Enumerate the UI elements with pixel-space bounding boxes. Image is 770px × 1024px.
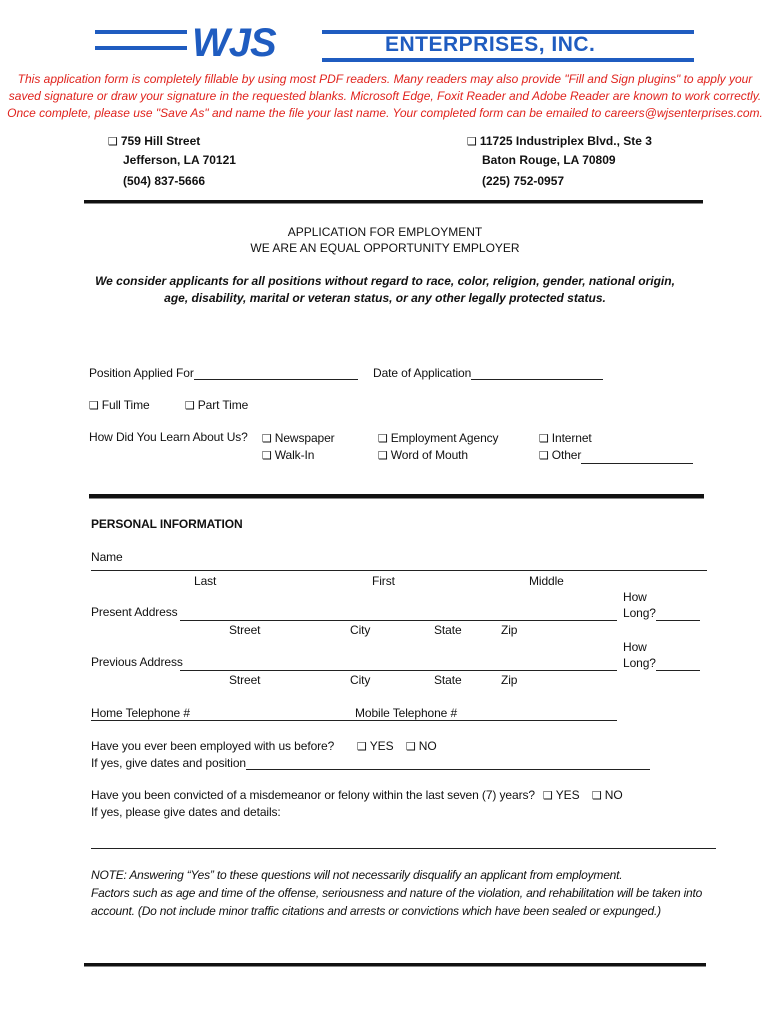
section-heading: PERSONAL INFORMATION	[91, 517, 243, 531]
office-baton-rouge: ❑ 11725 Industriplex Blvd., Ste 3 Baton Rouge, LA 70809 (225) 752-0957	[467, 134, 652, 188]
convicted-no-option[interactable]: ❑ NO	[592, 788, 623, 802]
internet-option[interactable]: ❑ Internet	[539, 431, 592, 445]
word-of-mouth-option[interactable]: ❑ Word of Mouth	[378, 448, 468, 462]
other-option[interactable]: ❑ Other	[539, 447, 693, 464]
learn-about-label: How Did You Learn About Us?	[89, 430, 248, 444]
last-name-caption: Last	[194, 574, 217, 588]
employment-dates-field[interactable]: If yes, give dates and position	[91, 756, 650, 770]
walk-in-option[interactable]: ❑ Walk-In	[262, 448, 315, 462]
checkbox-icon[interactable]: ❑	[543, 789, 553, 802]
name-label: Name	[91, 550, 123, 564]
first-name-caption: First	[372, 574, 395, 588]
logo-text: WJS	[192, 21, 276, 65]
divider	[89, 494, 704, 499]
conviction-details-input[interactable]	[91, 848, 716, 849]
state-caption: State	[434, 623, 462, 637]
checkbox-icon[interactable]: ❑	[262, 449, 272, 462]
previous-how-long-field[interactable]: How Long?	[623, 639, 700, 671]
checkbox-icon[interactable]: ❑	[89, 399, 99, 412]
mobile-telephone-label: Mobile Telephone #	[355, 706, 458, 720]
street-caption: Street	[229, 673, 261, 687]
city-caption: City	[350, 673, 371, 687]
previous-address-label: Previous Address	[91, 655, 183, 669]
convicted-question: Have you been convicted of a misdemeanor or felony within the last seven (7) years?	[91, 788, 535, 802]
office-jefferson: ❑ 759 Hill Street Jefferson, LA 70121 (504) 837-5666	[108, 134, 236, 188]
employed-no-option[interactable]: ❑ NO	[406, 739, 437, 753]
employed-yes-option[interactable]: ❑ YES	[357, 739, 394, 753]
form-title: APPLICATION FOR EMPLOYMENT WE ARE AN EQUAL OPPORTUNITY EMPLOYER	[250, 225, 520, 255]
part-time-option[interactable]: ❑ Part Time	[185, 398, 249, 412]
checkbox-icon[interactable]: ❑	[185, 399, 195, 412]
checkbox-icon[interactable]: ❑	[539, 449, 549, 462]
checkbox-icon[interactable]: ❑	[406, 740, 416, 753]
telephone-input[interactable]	[91, 720, 617, 721]
street-caption: Street	[229, 623, 261, 637]
present-address-label: Present Address	[91, 605, 178, 619]
present-address-input[interactable]	[180, 620, 617, 621]
name-input[interactable]	[91, 570, 707, 571]
newspaper-option[interactable]: ❑ Newspaper	[262, 431, 335, 445]
checkbox-icon[interactable]: ❑	[378, 432, 388, 445]
checkbox-office-baton-rouge[interactable]: ❑	[467, 135, 477, 148]
middle-name-caption: Middle	[529, 574, 564, 588]
disclaimer-note: NOTE: Answering “Yes” to these questions will not necessarily disqualify an applicant from employment. Factors such as age and time of the offense, seriousness and nature of the violation, and rehabilitation will be taken into account. (Do not include minor traffic citations and arrests or convictions which have been sealed or expunged.)	[91, 868, 703, 918]
convicted-yes-option[interactable]: ❑ YES	[543, 788, 580, 802]
home-telephone-label: Home Telephone #	[91, 706, 190, 720]
divider	[84, 200, 703, 204]
present-how-long-field[interactable]: How Long?	[623, 589, 700, 621]
checkbox-icon[interactable]: ❑	[262, 432, 272, 445]
eeo-statement: We consider applicants for all positions without regard to race, color, religion, gender, national origin, age, disability, marital or veteran status, or any other legally protected status.	[95, 274, 675, 305]
full-time-option[interactable]: ❑ Full Time	[89, 398, 150, 412]
checkbox-icon[interactable]: ❑	[357, 740, 367, 753]
employment-agency-option[interactable]: ❑ Employment Agency	[378, 431, 499, 445]
zip-caption: Zip	[501, 623, 518, 637]
checkbox-icon[interactable]: ❑	[539, 432, 549, 445]
state-caption: State	[434, 673, 462, 687]
zip-caption: Zip	[501, 673, 518, 687]
checkbox-office-jefferson[interactable]: ❑	[108, 135, 118, 148]
employed-before-question: Have you ever been employed with us before?	[91, 739, 335, 753]
position-applied-field[interactable]: Position Applied For	[89, 366, 358, 380]
divider	[84, 963, 706, 967]
city-caption: City	[350, 623, 371, 637]
fillable-notice: This application form is completely fillable by using most PDF readers. Many readers may also provide "Fill and Sign plugins" to apply your saved signature or draw your signature in the requested blanks. Microsoft Edge, Foxit Reader and Adobe Reader are known to work correctly. Once complete, please use "Save As" and name the file your last name. Your completed form can be emailed to careers@wjsenterprises.com.	[7, 72, 763, 120]
company-name: ENTERPRISES, INC.	[385, 33, 596, 56]
date-of-application-field[interactable]: Date of Application	[373, 366, 603, 380]
conviction-details-label: If yes, please give dates and details:	[91, 805, 281, 819]
checkbox-icon[interactable]: ❑	[378, 449, 388, 462]
checkbox-icon[interactable]: ❑	[592, 789, 602, 802]
previous-address-input[interactable]	[180, 670, 617, 671]
